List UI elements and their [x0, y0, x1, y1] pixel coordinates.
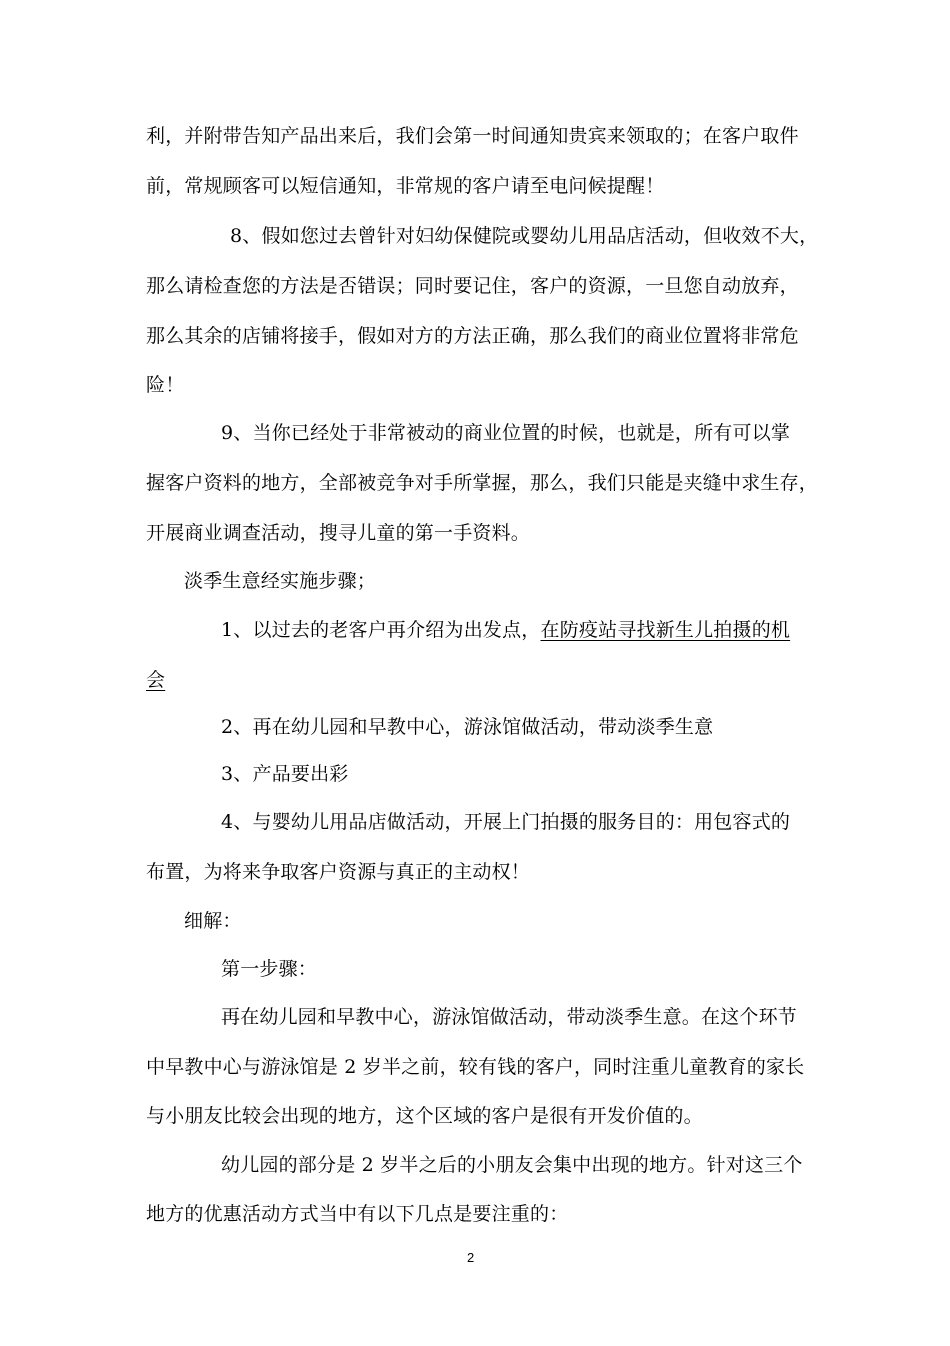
paragraph-line: 握客户资料的地方，全部被竞争对手所掌握，那么，我们只能是夹缝中求生存，: [146, 472, 819, 494]
list-item-2: 2、再在幼儿园和早教中心，游泳馆做活动，带动淡季生意: [221, 716, 714, 738]
list-item-text: 1、以过去的老客户再介绍为出发点，: [221, 619, 541, 641]
page-number: 2: [467, 1250, 475, 1265]
paragraph-line: 地方的优惠活动方式当中有以下几点是要注重的：: [146, 1203, 569, 1225]
subsection-heading: 第一步骤：: [221, 958, 318, 980]
paragraph-line: 布置，为将来争取客户资源与真正的主动权！: [146, 861, 531, 883]
paragraph-line: 险！: [146, 374, 185, 396]
paragraph-line: 前，常规顾客可以短信通知，非常规的客户请至电问候提醒！: [146, 175, 665, 197]
list-item-4: 4、与婴幼儿用品店做活动，开展上门拍摄的服务目的：用包容式的: [221, 811, 791, 833]
section-heading: 细解：: [184, 910, 242, 932]
paragraph-line: 8、假如您过去曾针对妇幼保健院或婴幼儿用品店活动，但收效不大，: [230, 225, 819, 247]
list-item-1: [221, 618, 790, 642]
paragraph-line: 那么请检查您的方法是否错误；同时要记住，客户的资源，一旦您自动放弃，: [146, 275, 799, 297]
paragraph-line: 中早教中心与游泳馆是 2 岁半之前，较有钱的客户，同时注重儿童教育的家长: [146, 1056, 805, 1078]
paragraph-line: 利，并附带告知产品出来后，我们会第一时间通知贵宾来领取的；在客户取件: [146, 125, 799, 147]
paragraph-line: 再在幼儿园和早教中心，游泳馆做活动，带动淡季生意。在这个环节: [221, 1006, 798, 1028]
paragraph-line: 9、当你已经处于非常被动的商业位置的时候，也就是，所有可以掌: [221, 422, 791, 444]
paragraph-line: 幼儿园的部分是 2 岁半之后的小朋友会集中出现的地方。针对这三个: [221, 1154, 803, 1176]
paragraph-line: 开展商业调查活动，搜寻儿童的第一手资料。: [146, 522, 531, 544]
underlined-text: 在防疫站寻找新生儿拍摄的机: [540, 619, 791, 641]
list-item-3: 3、产品要出彩: [221, 763, 349, 785]
paragraph-line: 那么其余的店铺将接手，假如对方的方法正确，那么我们的商业位置将非常危: [146, 325, 799, 347]
paragraph-line: 与小朋友比较会出现的地方，这个区域的客户是很有开发价值的。: [146, 1105, 703, 1127]
underlined-text: 会: [146, 669, 166, 691]
section-heading: 淡季生意经实施步骤；: [184, 570, 377, 592]
